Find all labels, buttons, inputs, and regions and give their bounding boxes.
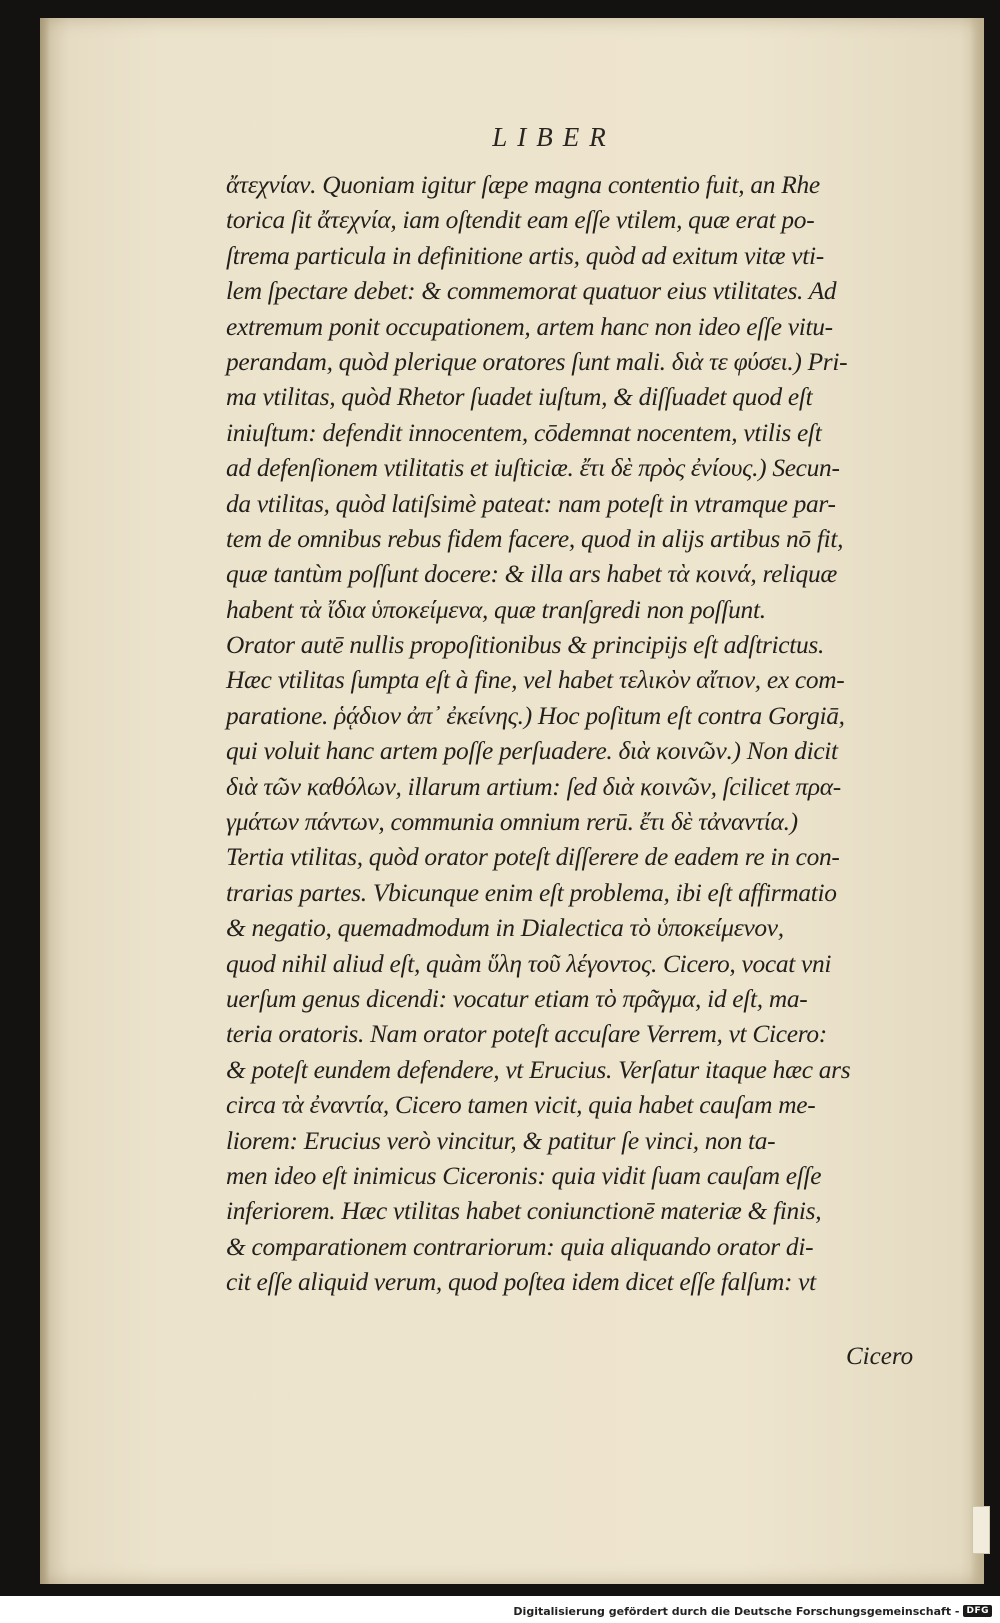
- text-line: Tertia vtilitas, quòd orator poteſt diſſerere de eadem re in con-: [226, 843, 840, 872]
- text-line: tem de omnibus rebus fidem facere, quod in alijs artibus nō fit,: [226, 524, 844, 553]
- text-line: perandam, quòd plerique oratores ſunt mali. διὰ τε φύσει.) Pri-: [226, 347, 848, 376]
- text-line: torica ſit ἄτεχνία, iam oſtendit eam eſſe vtilem, quæ erat po-: [226, 206, 815, 235]
- text-line: ſtrema particula in definitione artis, quòd ad exitum vitæ vti-: [226, 241, 824, 270]
- text-line: teria oratoris. Nam orator poteſt accuſare Verrem, vt Cicero:: [226, 1020, 827, 1049]
- text-line: liorem: Erucius verò vincitur, & patitur ſe vinci, non ta-: [226, 1126, 776, 1155]
- text-line: & poteſt eundem defendere, vt Erucius. Verſatur itaque hæc ars: [226, 1055, 851, 1084]
- text-line: inferiorem. Hæc vtilitas habet coniunctionē materiæ & finis,: [226, 1197, 822, 1226]
- text-line: quæ tantùm poſſunt docere: & illa ars habet τὰ κοινά, reliquæ: [226, 560, 837, 589]
- text-line: da vtilitas, quòd latiſsimè pateat: nam poteſt in vtramque par-: [226, 489, 836, 518]
- page-edge-shadow: [970, 18, 984, 1584]
- text-line: uerſum genus dicendi: vocatur etiam τὸ πρᾶγμα, id eſt, ma-: [226, 984, 808, 1013]
- text-line: Orator autē nullis propoſitionibus & principijs eſt adſtrictus.: [226, 631, 825, 660]
- text-line: γμάτων πάντων, communia omnium rerū. ἔτι δὲ τἀναντία.): [226, 808, 798, 837]
- text-line: habent τὰ ἴδια ὑποκείμενα, quæ tranſgredi non poſſunt.: [226, 595, 766, 624]
- catchword: Cicero: [846, 1343, 914, 1370]
- text-line: paratione. ῥᾴδιον ἀπ᾽ ἐκείνης.) Hoc poſitum eſt contra Gorgiā,: [226, 701, 845, 730]
- text-line: & comparationem contrariorum: quia aliquando orator di-: [226, 1232, 814, 1261]
- body-text: [226, 168, 926, 1301]
- text-line: qui voluit hanc artem poſſe perſuadere. διὰ κοινῶν.) Non dicit: [226, 737, 838, 766]
- text-line: iniuſtum: defendit innocentem, cōdemnat nocentem, vtilis eſt: [226, 418, 822, 447]
- text-line: cit eſſe aliquid verum, quod poſtea idem dicet eſſe falſum: vt: [226, 1268, 816, 1297]
- text-line: circa τὰ ἐναντία, Cicero tamen vicit, quia habet cauſam me-: [226, 1091, 816, 1120]
- text-line: Hæc vtilitas ſumpta eſt à fine, vel habet τελικὸν αἴτιον, ex com-: [226, 666, 845, 695]
- text-line: quod nihil aliud eſt, quàm ὕλη τοῦ λέγοντος. Cicero, vocat vni: [226, 949, 832, 978]
- text-line: διὰ τῶν καθόλων, illarum artium: ſed διὰ κοινῶν, ſcilicet πρα-: [226, 772, 841, 801]
- text-line: & negatio, quemadmodum in Dialectica τὸ ὑποκείμενον,: [226, 914, 784, 943]
- text-line: trarias partes. Vbicunque enim eſt problema, ibi eſt affirmatio: [226, 878, 837, 907]
- text-line: lem ſpectare debet: & commemorat quatuor eius vtilitates. Ad: [226, 277, 837, 306]
- text-line: men ideo eſt inimicus Ciceronis: quia vidit ſuam cauſam eſſe: [226, 1161, 822, 1190]
- text-line: ma vtilitas, quòd Rhetor ſuadet iuſtum, & diſſuadet quod eſt: [226, 383, 813, 412]
- digitization-credit: Digitalisierung gefördert durch die Deutsche Forschungsgemeinschaft -: [513, 1604, 960, 1618]
- book-page: [40, 18, 984, 1584]
- running-title: LIBER: [492, 122, 616, 152]
- text-line: extremum ponit occupationem, artem hanc non ideo eſſe vitu-: [226, 312, 833, 341]
- page-tab-marker: [972, 1506, 990, 1554]
- page-gutter-shadow: [40, 18, 50, 1584]
- digitization-footer: [513, 1602, 992, 1620]
- dfg-logo: DFG: [963, 1605, 992, 1617]
- text-line: ad defenſionem vtilitatis et iuſticiæ. ἔτι δὲ πρὸς ἐνίους.) Secun-: [226, 454, 840, 483]
- text-line: ἄτεχνίαν. Quoniam igitur ſæpe magna contentio fuit, an Rhe: [226, 171, 820, 199]
